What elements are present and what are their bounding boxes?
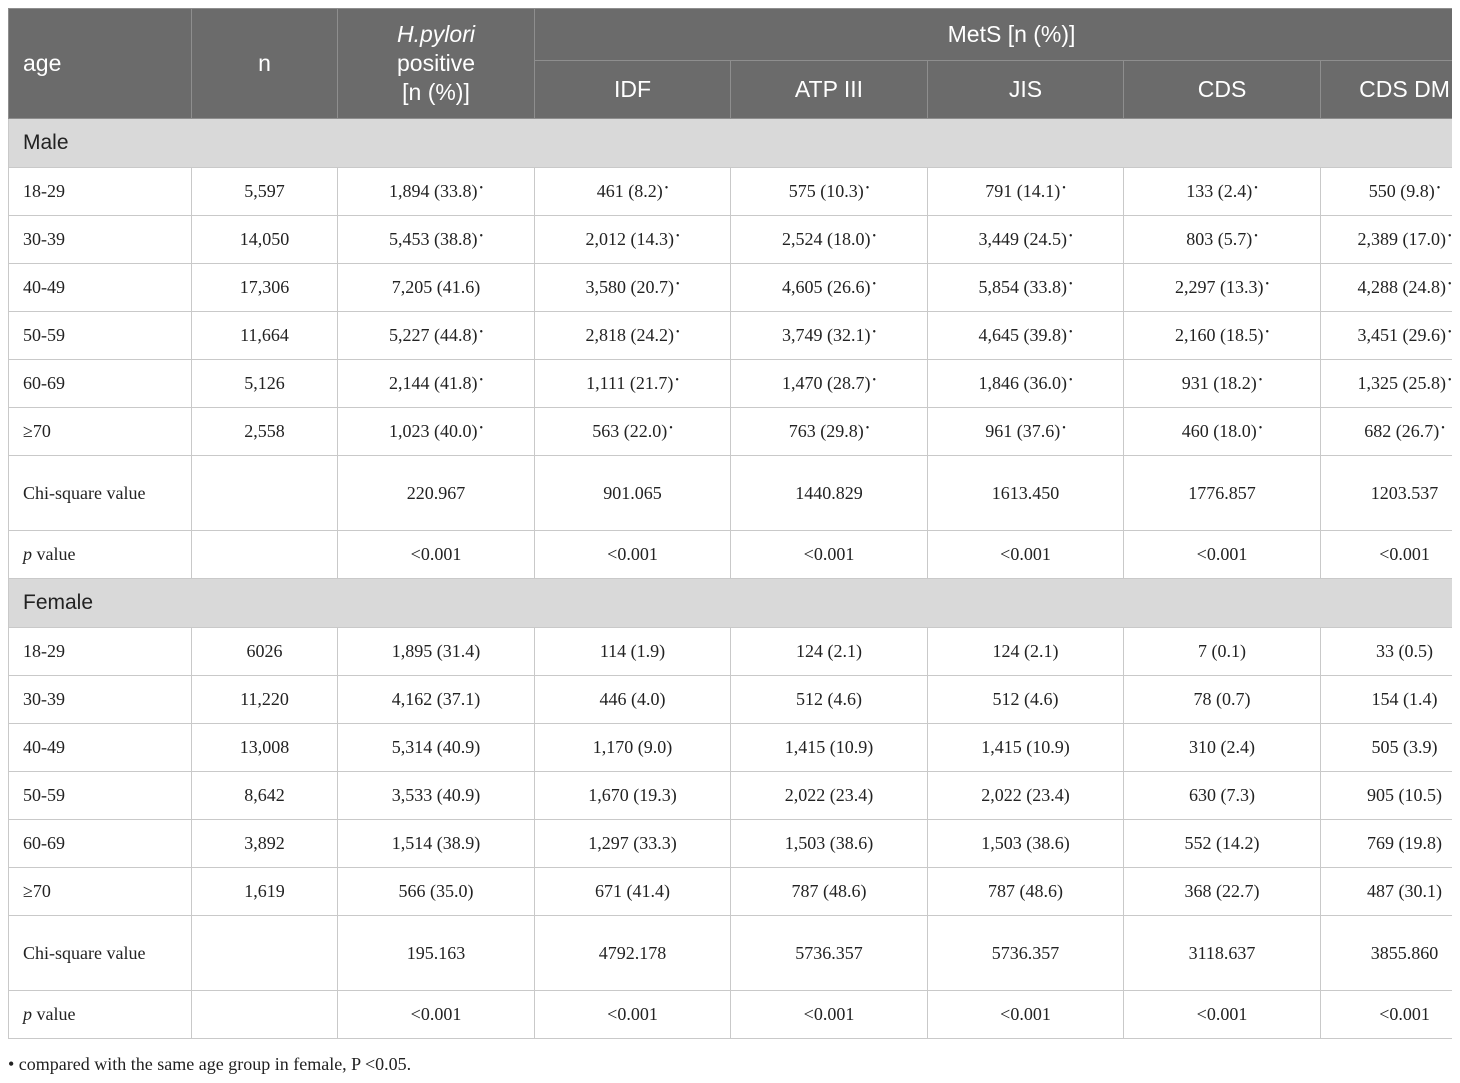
atp-value: 1,415 (10.9) bbox=[784, 737, 874, 757]
cdsdm-value: 154 (1.4) bbox=[1371, 689, 1438, 709]
hp-value: 5,314 (40.9) bbox=[391, 737, 481, 757]
cds-value: 803 (5.7) bbox=[1186, 229, 1253, 249]
hp-cell bbox=[338, 676, 535, 724]
atp-value: 787 (48.6) bbox=[791, 881, 867, 901]
table-row bbox=[9, 724, 1453, 772]
hp-cell bbox=[338, 360, 535, 408]
hp-cell bbox=[338, 264, 535, 312]
atp-value: 2,524 (18.0) bbox=[781, 229, 871, 249]
hp-cell bbox=[338, 628, 535, 676]
significance-marker: • bbox=[479, 375, 483, 386]
cds-value: 368 (22.7) bbox=[1184, 881, 1260, 901]
n-cell: 8,642 bbox=[192, 772, 338, 820]
atp-value: 124 (2.1) bbox=[796, 641, 862, 661]
cdsdm-value: 1,325 (25.8) bbox=[1357, 373, 1447, 393]
atp-cell bbox=[731, 312, 928, 360]
n-cell: 5,597 bbox=[192, 168, 338, 216]
significance-marker: • bbox=[1062, 423, 1066, 434]
significance-marker: • bbox=[1068, 279, 1073, 290]
age-cell: 30-39 bbox=[9, 216, 192, 264]
hp-value: 1,514 (38.9) bbox=[391, 833, 481, 853]
idf-value: 1,170 (9.0) bbox=[592, 737, 673, 757]
atp-cell bbox=[731, 264, 928, 312]
hp-chi-cell: 195.163 bbox=[338, 916, 535, 991]
hp-value: 5,453 (38.8) bbox=[388, 229, 478, 249]
hp-cell bbox=[338, 772, 535, 820]
p-value-label-italic: p bbox=[23, 544, 32, 564]
idf-value: 671 (41.4) bbox=[595, 881, 670, 901]
idf-p-cell: <0.001 bbox=[535, 991, 731, 1039]
cds-value: 310 (2.4) bbox=[1189, 737, 1255, 757]
header-n: n bbox=[192, 9, 338, 119]
hp-value: 5,227 (44.8) bbox=[388, 325, 478, 345]
idf-chi-cell: 4792.178 bbox=[535, 916, 731, 991]
jis-value: 4,645 (39.8) bbox=[978, 325, 1067, 345]
jis-cell bbox=[928, 724, 1124, 772]
idf-cell bbox=[535, 868, 731, 916]
significance-marker: • bbox=[1448, 279, 1452, 290]
table-row bbox=[9, 360, 1453, 408]
idf-value: 1,297 (33.3) bbox=[588, 833, 677, 853]
idf-value: 3,580 (20.7) bbox=[585, 277, 674, 297]
atp-cell bbox=[731, 772, 928, 820]
significance-marker: • bbox=[872, 279, 876, 290]
hp-value: 1,023 (40.0) bbox=[388, 421, 478, 441]
atp-cell bbox=[731, 168, 928, 216]
jis-value: 2,022 (23.4) bbox=[981, 785, 1070, 805]
hp-cell bbox=[338, 724, 535, 772]
hp-value: 7,205 (41.6) bbox=[391, 277, 481, 297]
section-title: Male bbox=[9, 119, 1453, 168]
cdsdm-value: 3,451 (29.6) bbox=[1357, 325, 1447, 345]
age-cell: 50-59 bbox=[9, 772, 192, 820]
hp-cell bbox=[338, 312, 535, 360]
cdsdm-value: 2,389 (17.0) bbox=[1357, 229, 1447, 249]
footnote: • compared with the same age group in female, P <0.05. bbox=[8, 1054, 412, 1074]
cds-chi-cell: 3118.637 bbox=[1124, 916, 1321, 991]
cds-value: 133 (2.4) bbox=[1186, 181, 1253, 201]
jis-p-cell: <0.001 bbox=[928, 531, 1124, 579]
cdsdm-cell bbox=[1321, 360, 1453, 408]
atp-cell bbox=[731, 360, 928, 408]
jis-value: 512 (4.6) bbox=[992, 689, 1059, 709]
significance-marker: • bbox=[872, 375, 876, 386]
cds-chi-cell: 1776.857 bbox=[1124, 456, 1321, 531]
cds-cell bbox=[1124, 360, 1321, 408]
cds-cell bbox=[1124, 312, 1321, 360]
atp-p-cell: <0.001 bbox=[731, 531, 928, 579]
idf-cell bbox=[535, 360, 731, 408]
significance-marker: • bbox=[1062, 183, 1066, 194]
atp-cell bbox=[731, 820, 928, 868]
atp-value: 1,503 (38.6) bbox=[784, 833, 874, 853]
jis-chi-cell: 1613.450 bbox=[928, 456, 1124, 531]
significance-marker: • bbox=[1441, 423, 1445, 434]
idf-cell bbox=[535, 168, 731, 216]
table-row bbox=[9, 216, 1453, 264]
jis-cell bbox=[928, 168, 1124, 216]
header-mets: MetS [n (%)] bbox=[535, 9, 1453, 61]
cds-cell bbox=[1124, 216, 1321, 264]
jis-cell bbox=[928, 676, 1124, 724]
p-value-label-rest: value bbox=[32, 1004, 76, 1024]
jis-cell bbox=[928, 820, 1124, 868]
hp-value: 3,533 (40.9) bbox=[391, 785, 481, 805]
jis-value: 1,846 (36.0) bbox=[978, 373, 1067, 393]
jis-cell bbox=[928, 868, 1124, 916]
idf-cell bbox=[535, 312, 731, 360]
cds-value: 7 (0.1) bbox=[1198, 641, 1246, 661]
cds-cell bbox=[1124, 408, 1321, 456]
jis-value: 961 (37.6) bbox=[985, 421, 1061, 441]
significance-marker: • bbox=[1265, 279, 1269, 290]
significance-marker: • bbox=[1068, 327, 1073, 338]
idf-cell bbox=[535, 676, 731, 724]
hp-value: 1,895 (31.4) bbox=[391, 641, 481, 661]
significance-marker: • bbox=[1068, 375, 1073, 386]
n-cell: 6026 bbox=[192, 628, 338, 676]
cdsdm-cell bbox=[1321, 724, 1453, 772]
cdsdm-value: 487 (30.1) bbox=[1367, 881, 1443, 901]
header-age: age bbox=[9, 9, 192, 119]
chi-square-label: Chi-square value bbox=[9, 456, 192, 531]
cds-p-cell: <0.001 bbox=[1124, 991, 1321, 1039]
significance-marker: • bbox=[1254, 231, 1258, 242]
hp-value: 4,162 (37.1) bbox=[391, 689, 481, 709]
hp-cell bbox=[338, 868, 535, 916]
atp-cell bbox=[731, 408, 928, 456]
header-cds: CDS bbox=[1124, 61, 1321, 119]
atp-value: 1,470 (28.7) bbox=[781, 373, 871, 393]
cdsdm-value: 769 (19.8) bbox=[1367, 833, 1443, 853]
cdsdm-value: 550 (9.8) bbox=[1368, 181, 1435, 201]
cds-value: 552 (14.2) bbox=[1184, 833, 1260, 853]
cds-p-cell: <0.001 bbox=[1124, 531, 1321, 579]
p-value-row bbox=[9, 991, 1453, 1039]
cdsdm-value: 505 (3.9) bbox=[1371, 737, 1438, 757]
significance-marker: • bbox=[479, 183, 483, 194]
age-cell: 18-29 bbox=[9, 628, 192, 676]
significance-marker: • bbox=[1258, 375, 1263, 386]
age-cell: 60-69 bbox=[9, 360, 192, 408]
n-cell: 1,619 bbox=[192, 868, 338, 916]
p-value-label-italic: p bbox=[23, 1004, 32, 1024]
n-cell: 11,220 bbox=[192, 676, 338, 724]
age-cell: ≥70 bbox=[9, 868, 192, 916]
significance-marker: • bbox=[1254, 183, 1258, 194]
jis-value: 124 (2.1) bbox=[992, 641, 1059, 661]
atp-value: 575 (10.3) bbox=[788, 181, 864, 201]
hp-cell bbox=[338, 216, 535, 264]
cdsdm-cell bbox=[1321, 168, 1453, 216]
n-cell-empty bbox=[192, 531, 338, 579]
table-row bbox=[9, 868, 1453, 916]
atp-p-cell: <0.001 bbox=[731, 991, 928, 1039]
atp-cell bbox=[731, 868, 928, 916]
header-hpylori bbox=[338, 9, 535, 119]
atp-cell bbox=[731, 216, 928, 264]
header-cdsdm: CDS DM bbox=[1321, 61, 1453, 119]
hp-cell bbox=[338, 820, 535, 868]
atp-chi-cell: 5736.357 bbox=[731, 916, 928, 991]
age-cell: 40-49 bbox=[9, 724, 192, 772]
n-cell-empty bbox=[192, 456, 338, 531]
cdsdm-value: 33 (0.5) bbox=[1376, 641, 1434, 661]
age-cell: 30-39 bbox=[9, 676, 192, 724]
cds-cell bbox=[1124, 820, 1321, 868]
cds-cell bbox=[1124, 168, 1321, 216]
idf-chi-cell: 901.065 bbox=[535, 456, 731, 531]
idf-p-cell: <0.001 bbox=[535, 531, 731, 579]
idf-cell bbox=[535, 264, 731, 312]
atp-value: 763 (29.8) bbox=[788, 421, 864, 441]
cdsdm-cell bbox=[1321, 676, 1453, 724]
significance-marker: • bbox=[865, 423, 870, 434]
cds-cell bbox=[1124, 676, 1321, 724]
atp-value: 4,605 (26.6) bbox=[781, 277, 871, 297]
jis-cell bbox=[928, 628, 1124, 676]
header-hpylori-positive: positive bbox=[397, 50, 475, 76]
jis-value: 5,854 (33.8) bbox=[978, 277, 1067, 297]
cds-value: 460 (18.0) bbox=[1181, 421, 1257, 441]
significance-marker: • bbox=[872, 231, 876, 242]
idf-cell bbox=[535, 820, 731, 868]
idf-cell bbox=[535, 216, 731, 264]
n-cell: 13,008 bbox=[192, 724, 338, 772]
idf-value: 2,012 (14.3) bbox=[585, 229, 674, 249]
p-value-label bbox=[9, 531, 192, 579]
significance-marker: • bbox=[1258, 423, 1263, 434]
jis-chi-cell: 5736.357 bbox=[928, 916, 1124, 991]
chi-square-row bbox=[9, 916, 1453, 991]
idf-value: 114 (1.9) bbox=[599, 641, 666, 661]
results-table bbox=[8, 8, 1452, 1039]
idf-value: 2,818 (24.2) bbox=[585, 325, 674, 345]
cdsdm-chi-cell: 1203.537 bbox=[1321, 456, 1453, 531]
cdsdm-value: 682 (26.7) bbox=[1364, 421, 1440, 441]
significance-marker: • bbox=[1448, 231, 1452, 242]
section-row bbox=[9, 579, 1453, 628]
n-cell: 2,558 bbox=[192, 408, 338, 456]
cdsdm-cell bbox=[1321, 216, 1453, 264]
atp-cell bbox=[731, 676, 928, 724]
cdsdm-value: 4,288 (24.8) bbox=[1357, 277, 1447, 297]
hp-p-cell: <0.001 bbox=[338, 991, 535, 1039]
jis-p-cell: <0.001 bbox=[928, 991, 1124, 1039]
table-row bbox=[9, 408, 1453, 456]
significance-marker: • bbox=[669, 423, 673, 434]
atp-cell bbox=[731, 724, 928, 772]
cdsdm-p-cell: <0.001 bbox=[1321, 531, 1453, 579]
p-value-row bbox=[9, 531, 1453, 579]
significance-marker: • bbox=[675, 375, 679, 386]
atp-value: 3,749 (32.1) bbox=[781, 325, 871, 345]
cdsdm-cell bbox=[1321, 264, 1453, 312]
cds-cell bbox=[1124, 868, 1321, 916]
cds-value: 630 (7.3) bbox=[1189, 785, 1255, 805]
jis-cell bbox=[928, 360, 1124, 408]
cds-value: 931 (18.2) bbox=[1181, 373, 1257, 393]
hp-value: 2,144 (41.8) bbox=[388, 373, 478, 393]
significance-marker: • bbox=[1265, 327, 1269, 338]
cdsdm-chi-cell: 3855.860 bbox=[1321, 916, 1453, 991]
hp-chi-cell: 220.967 bbox=[338, 456, 535, 531]
cdsdm-cell bbox=[1321, 772, 1453, 820]
n-cell-empty bbox=[192, 991, 338, 1039]
jis-value: 3,449 (24.5) bbox=[978, 229, 1067, 249]
age-cell: 40-49 bbox=[9, 264, 192, 312]
cds-cell bbox=[1124, 724, 1321, 772]
hp-value: 566 (35.0) bbox=[398, 881, 474, 901]
jis-cell bbox=[928, 216, 1124, 264]
chi-square-label: Chi-square value bbox=[9, 916, 192, 991]
cdsdm-cell bbox=[1321, 820, 1453, 868]
age-cell: 18-29 bbox=[9, 168, 192, 216]
table-row bbox=[9, 820, 1453, 868]
table-row bbox=[9, 628, 1453, 676]
n-cell: 3,892 bbox=[192, 820, 338, 868]
hp-value: 1,894 (33.8) bbox=[388, 181, 478, 201]
section-title: Female bbox=[9, 579, 1453, 628]
jis-value: 787 (48.6) bbox=[988, 881, 1063, 901]
hp-cell bbox=[338, 168, 535, 216]
significance-marker: • bbox=[675, 327, 680, 338]
cdsdm-cell bbox=[1321, 868, 1453, 916]
significance-marker: • bbox=[675, 231, 680, 242]
cdsdm-value: 905 (10.5) bbox=[1367, 785, 1443, 805]
header-hpylori-unit: [n (%)] bbox=[402, 79, 470, 105]
cds-cell bbox=[1124, 264, 1321, 312]
atp-value: 512 (4.6) bbox=[796, 689, 862, 709]
age-cell: 60-69 bbox=[9, 820, 192, 868]
section-row bbox=[9, 119, 1453, 168]
cdsdm-cell bbox=[1321, 408, 1453, 456]
significance-marker: • bbox=[479, 327, 483, 338]
jis-cell bbox=[928, 772, 1124, 820]
n-cell-empty bbox=[192, 916, 338, 991]
jis-cell bbox=[928, 408, 1124, 456]
significance-marker: • bbox=[1436, 183, 1441, 194]
idf-value: 446 (4.0) bbox=[599, 689, 666, 709]
age-cell: ≥70 bbox=[9, 408, 192, 456]
jis-cell bbox=[928, 312, 1124, 360]
table-row bbox=[9, 168, 1453, 216]
significance-marker: • bbox=[1448, 327, 1452, 338]
idf-cell bbox=[535, 724, 731, 772]
significance-marker: • bbox=[479, 231, 483, 242]
age-cell: 50-59 bbox=[9, 312, 192, 360]
jis-value: 791 (14.1) bbox=[985, 181, 1061, 201]
idf-value: 461 (8.2) bbox=[596, 181, 663, 201]
table-body bbox=[9, 119, 1453, 1039]
n-cell: 14,050 bbox=[192, 216, 338, 264]
jis-value: 1,415 (10.9) bbox=[981, 737, 1070, 757]
table-row bbox=[9, 264, 1453, 312]
idf-cell bbox=[535, 628, 731, 676]
header-hpylori-name: H.pylori bbox=[397, 21, 475, 47]
n-cell: 11,664 bbox=[192, 312, 338, 360]
significance-marker: • bbox=[1068, 231, 1073, 242]
table-row bbox=[9, 772, 1453, 820]
header-jis: JIS bbox=[928, 61, 1124, 119]
cds-cell bbox=[1124, 772, 1321, 820]
table-row bbox=[9, 676, 1453, 724]
significance-marker: • bbox=[675, 279, 680, 290]
atp-value: 2,022 (23.4) bbox=[784, 785, 874, 805]
p-value-label-rest: value bbox=[32, 544, 76, 564]
header-atp: ATP III bbox=[731, 61, 928, 119]
significance-marker: • bbox=[479, 423, 483, 434]
atp-chi-cell: 1440.829 bbox=[731, 456, 928, 531]
table-wrapper bbox=[8, 8, 1452, 1039]
significance-marker: • bbox=[872, 327, 876, 338]
jis-value: 1,503 (38.6) bbox=[981, 833, 1070, 853]
jis-cell bbox=[928, 264, 1124, 312]
n-cell: 17,306 bbox=[192, 264, 338, 312]
hp-p-cell: <0.001 bbox=[338, 531, 535, 579]
cds-value: 2,160 (18.5) bbox=[1174, 325, 1264, 345]
chi-square-row bbox=[9, 456, 1453, 531]
significance-marker: • bbox=[1448, 375, 1452, 386]
cdsdm-p-cell: <0.001 bbox=[1321, 991, 1453, 1039]
table-row bbox=[9, 312, 1453, 360]
significance-marker: • bbox=[664, 183, 669, 194]
idf-cell bbox=[535, 408, 731, 456]
idf-value: 563 (22.0) bbox=[592, 421, 668, 441]
cds-value: 2,297 (13.3) bbox=[1174, 277, 1264, 297]
n-cell: 5,126 bbox=[192, 360, 338, 408]
p-value-label bbox=[9, 991, 192, 1039]
significance-marker: • bbox=[865, 183, 870, 194]
idf-value: 1,111 (21.7) bbox=[586, 373, 674, 393]
header-idf: IDF bbox=[535, 61, 731, 119]
cdsdm-cell bbox=[1321, 628, 1453, 676]
idf-cell bbox=[535, 772, 731, 820]
idf-value: 1,670 (19.3) bbox=[588, 785, 677, 805]
cdsdm-cell bbox=[1321, 312, 1453, 360]
atp-cell bbox=[731, 628, 928, 676]
cds-cell bbox=[1124, 628, 1321, 676]
hp-cell bbox=[338, 408, 535, 456]
cds-value: 78 (0.7) bbox=[1193, 689, 1251, 709]
